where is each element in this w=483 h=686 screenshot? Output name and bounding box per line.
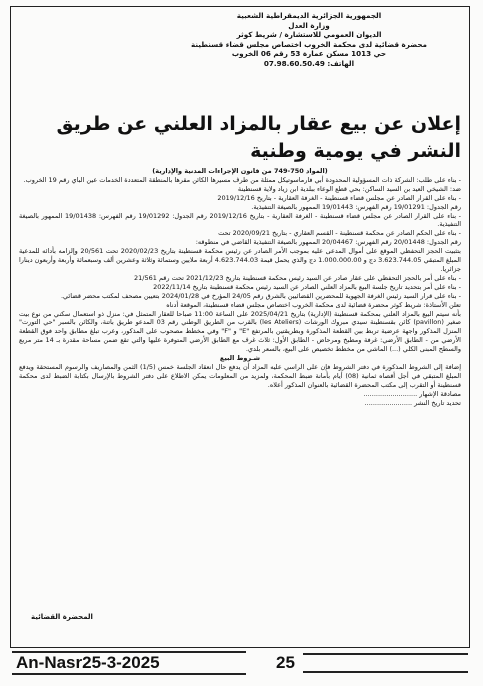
notice-header <box>159 11 459 69</box>
paragraph: - بناء على أمر بالحجز التحفظي على عقار صادر عن السيد رئيس محكمة قسنطينة بتاريخ 2021/12/23 تحت رقم 21/561 <box>134 273 461 282</box>
paragraph: - بناء على أمر بتحديد تاريخ جلسة البيع بالمزاد العلني الصادر عن السيد رئيس محكمة قسنطينة بتاريخ 2022/11/14 <box>153 282 461 291</box>
paragraph: تحديد تاريخ النشر ....................... <box>364 398 461 407</box>
newspaper-name-date: An-Nasr25-3-2025 <box>12 651 246 675</box>
paragraph: مصادقة الإشهار .......................... <box>363 389 461 398</box>
footer-rule <box>303 653 468 673</box>
page-footer <box>12 650 468 676</box>
header-line: وزارة العدل <box>288 20 330 30</box>
header-line: حي 1013 مسكن عمارة 53 رقم 06 الخروب <box>231 49 387 59</box>
page-number: 25 <box>276 653 295 672</box>
paragraph: رقم الجدول: 20/01448 رقم الفهرس: 20/04467 الممهور بالصيغة التنفيذية القاضي في منطوقه: <box>195 238 461 247</box>
section-heading: شـروط البيع <box>219 354 261 363</box>
notice-title: إعلان عن بيع عقار بالمزاد العلني عن طريق النشر في يومية وطنية <box>56 113 461 162</box>
header-line: محضرة قضائية لدى محكمة الخروب اختصاص مجلس قضاء قسنطينة <box>191 39 427 49</box>
paragraph: تعلن الأستاذة: شريط كوثر محضرة قضائية لدى محكمة الخروب اختصاص مجلس قضاء قسنطينة، الموقعة أدناه <box>166 300 461 309</box>
signature-label: المحضرة القضائية <box>31 613 93 621</box>
legal-reference: (المواد 750-749 من قانون الإجراءات المدنية والإدارية) <box>152 167 328 175</box>
paragraph: بتثبيت الحجز التحفظي الموقع على أموال المدعى عليه بموجب الأمر الصادر عن رئيس محكمة قسنطينة بتاريخ 2020/02/23 تحت 20/561 وإلزامه بأدائه للمدعية المبلغ المتبقي 3.623.744.05 دج و 1.000.000.00 دج والذي يحمل قيمة 4.623.744.03 أربعة ملايين وستمائة وثلاثة وعشرين ألف وسبعمائة وأربعة وأربعون دينارا جزائريا. <box>19 247 461 273</box>
paragraph: رقم الجدول: 19/01291 رقم الفهرس: 19/01443 الممهور بالصيغة التنفيذية. <box>251 202 461 211</box>
paragraph: - بناء على الحكم الصادر عن محكمة قسنطينة - القسم العقاري - بتاريخ 2020/09/21 تحت <box>218 229 461 238</box>
paragraph: - بناء على قرار السيد رئيس الغرفة الجهوية للمحضرين القضائيين بالشرق رقم 24/05 المؤرخ في 2024/01/28 بتعيين مصحف لمكتب محضر قضائي. <box>60 291 461 300</box>
paragraph: بأنه سيتم البيع بالمزاد العلني بمحكمة قسنطينة (الإدارية) بتاريخ 2025/04/21 على الساعة 11:00 صباحا للعقار المتمثل في: منزل ذو استعمال سكني من نوع بيت صغير (pavillon) كائن بقسنطينة سيدي مبروك الورشات (les Ateliers) بالقرب من الطريق الوطني رقم 03 المدعو طريق باتنة، والكائن بالسبر "حي التورت" المنزل المذكور واجهة عرضية تربط بين القطعة المذكورة وبطريقتين بالمرتفع "E" و "F" وفي مخطط مصحوب على المذكور، وعرب تبلغ مطابق واحد فوق القطعة الأرضي من - الطابق الأرضي: غرفة ومطبخ ومرحاض - الطابق الأول: ثلاث غرف مع الطابق الأرضي المتوفرة عليها والتي تقع ضمن مساحة مقدرة بـ 14 متر مربع والسطح المبنى الكلي (...) الماشي من مخطط تخصيص على البيع، بالسعر بلدي. <box>19 309 461 354</box>
paragraph: إضافة إلى الشروط المذكورة في دفتر الشروط فإن على الراسي عليه المزاد أن يدفع حال انعقاد الجلسة خمس (1/5) الثمن والمصاريف والرسوم المستحقة ويدفع المبلغ المتبقي في أجل أقصاه ثمانية (08) أيام بأمانة ضبط المحكمة، ولمزيد من المعلومات يمكن الاطلاع على دفتر الشروط بالإرسال بكتابة الضبط لدى محكمة قسنطينة أو التقرب إلى مكتب المحضرة القضائية بالعنوان المذكور أعلاه. <box>19 362 462 389</box>
header-line: الجمهورية الجزائرية الديمقراطية الشعبية <box>236 11 382 20</box>
paragraph: - بناء على طلب: الشركة ذات المسؤولية المحدودة أبي فارماسوتيكل ممثلة من طرف مسيرها الكائن مقرها بالمنطقة المتعددة الخدمات عين الباي رقم 19 الخروب. <box>23 175 461 184</box>
paragraph: - بناء على القرار الصادر عن مجلس قضاء قسنطينة - الغرفة العقارية - بتاريخ 2019/12/16 <box>217 193 461 202</box>
paragraph: ضد: الشيخي العيد بن السيد الساكن: بحي قطع الوعاء ببلدية ابن زياد ولاية قسنطينة <box>237 184 461 193</box>
notice-frame <box>10 6 470 648</box>
header-line: الديوان العمومي للاستشارة / شريط كوثر <box>236 30 382 40</box>
paragraph: - بناء على القرار الصادر عن مجلس قضاء قسنطينة - الغرفة العقارية - بتاريخ 2019/12/16 رقم الجدول: 19/01292 رقم الفهرس: 19/01438 الممهور بالصيغة التنفيذية. <box>19 211 461 229</box>
notice-body <box>19 167 461 407</box>
header-line: الهاتف: 07.98.60.50.49 <box>263 58 355 68</box>
